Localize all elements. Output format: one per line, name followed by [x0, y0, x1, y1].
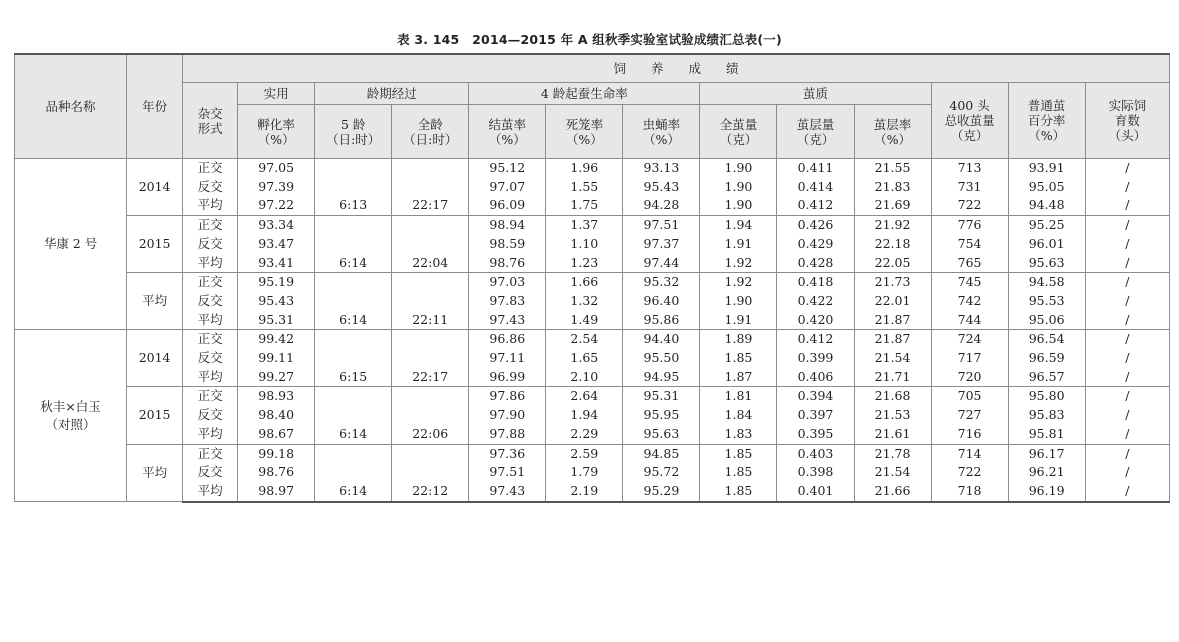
cell-instar-all: [392, 292, 469, 311]
cell-whole-cocoon: 1.85: [700, 463, 777, 482]
cell-whole-cocoon: 1.90: [700, 159, 777, 178]
cell-yield-400: 754: [931, 235, 1008, 254]
table-row: [15, 311, 1170, 330]
cell-actual-count: /: [1085, 216, 1169, 235]
variety-name-text: 华康 2 号: [43, 236, 98, 252]
cell-hatch-rate: 99.42: [238, 330, 315, 349]
cell-normal-rate: 96.54: [1008, 330, 1085, 349]
year-cell: 平均: [127, 273, 183, 330]
header-whole-cocoon: 全茧量 （克）: [700, 105, 777, 159]
cell-dead-rate: 1.23: [546, 254, 623, 273]
cell-actual-count: /: [1085, 311, 1169, 330]
cell-dead-rate: 1.65: [546, 349, 623, 368]
cell-shell-weight: 0.406: [777, 368, 854, 387]
cell-whole-cocoon: 1.91: [700, 235, 777, 254]
cell-normal-rate: 96.59: [1008, 349, 1085, 368]
cell-mating-type: 正交: [183, 387, 238, 406]
cell-instar-all: 22:06: [392, 425, 469, 444]
cell-cocoon-rate: 97.86: [469, 387, 546, 406]
cell-instar-all: [392, 349, 469, 368]
header-feeding-results: 饲 养 成 绩: [183, 54, 1170, 83]
cell-dead-rate: 1.32: [546, 292, 623, 311]
cell-instar-all: 22:17: [392, 368, 469, 387]
cell-instar5: 6:14: [315, 311, 392, 330]
variety-note-text: （对照）: [45, 416, 96, 432]
cell-mating-type: 平均: [183, 196, 238, 215]
cell-instar5: [315, 387, 392, 406]
variety-name: [15, 330, 127, 502]
cell-shell-weight: 0.422: [777, 292, 854, 311]
cell-instar-all: [392, 178, 469, 197]
cell-dead-rate: 1.94: [546, 406, 623, 425]
cell-hatch-rate: 97.39: [238, 178, 315, 197]
cell-instar5: [315, 463, 392, 482]
cell-pupa-rate: 93.13: [623, 159, 700, 178]
cell-cocoon-rate: 96.99: [469, 368, 546, 387]
cell-shell-rate: 22.05: [854, 254, 931, 273]
table-row: [15, 292, 1170, 311]
cell-instar-all: [392, 273, 469, 292]
cell-normal-rate: 95.80: [1008, 387, 1085, 406]
cell-mating-type: 正交: [183, 273, 238, 292]
cell-normal-rate: 95.63: [1008, 254, 1085, 273]
cell-cocoon-rate: 96.09: [469, 196, 546, 215]
cell-whole-cocoon: 1.90: [700, 196, 777, 215]
cell-actual-count: /: [1085, 406, 1169, 425]
cell-yield-400: 705: [931, 387, 1008, 406]
cell-mating-type: 平均: [183, 311, 238, 330]
cell-hatch-rate: 98.67: [238, 425, 315, 444]
cell-mating-type: 平均: [183, 482, 238, 502]
cell-pupa-rate: 95.31: [623, 387, 700, 406]
cell-yield-400: 713: [931, 159, 1008, 178]
cell-shell-weight: 0.399: [777, 349, 854, 368]
cell-actual-count: /: [1085, 254, 1169, 273]
table-row: [15, 425, 1170, 444]
table-row: [15, 482, 1170, 502]
cell-mating-type: 平均: [183, 368, 238, 387]
table-row: [15, 235, 1170, 254]
cell-actual-count: /: [1085, 444, 1169, 463]
cell-instar-all: [392, 159, 469, 178]
cell-whole-cocoon: 1.91: [700, 311, 777, 330]
cell-instar5: [315, 330, 392, 349]
cell-cocoon-rate: 97.88: [469, 425, 546, 444]
cell-whole-cocoon: 1.84: [700, 406, 777, 425]
cell-pupa-rate: 95.32: [623, 273, 700, 292]
variety-name-text: 秋丰×白玉: [40, 398, 101, 414]
cell-dead-rate: 1.37: [546, 216, 623, 235]
cell-instar5: 6:14: [315, 482, 392, 502]
cell-cocoon-rate: 97.51: [469, 463, 546, 482]
header-instar5: 5 龄 （日:时）: [315, 105, 392, 159]
header-variety: 品种名称: [15, 54, 127, 159]
cell-instar-all: 22:12: [392, 482, 469, 502]
cell-normal-rate: 96.21: [1008, 463, 1085, 482]
cell-yield-400: 722: [931, 196, 1008, 215]
cell-shell-rate: 21.55: [854, 159, 931, 178]
cell-instar-all: [392, 216, 469, 235]
cell-normal-rate: 94.58: [1008, 273, 1085, 292]
cell-dead-rate: 1.96: [546, 159, 623, 178]
cell-actual-count: /: [1085, 330, 1169, 349]
cell-actual-count: /: [1085, 196, 1169, 215]
header-shell-weight: 茧层量 （克）: [777, 105, 854, 159]
cell-hatch-rate: 98.93: [238, 387, 315, 406]
cell-pupa-rate: 94.28: [623, 196, 700, 215]
cell-whole-cocoon: 1.85: [700, 482, 777, 502]
cell-pupa-rate: 95.43: [623, 178, 700, 197]
cell-instar5: 6:13: [315, 196, 392, 215]
header-yield-400: 400 头 总收茧量 （克）: [931, 83, 1008, 159]
header-cocoon-rate: 结茧率 （%）: [469, 105, 546, 159]
cell-hatch-rate: 95.43: [238, 292, 315, 311]
cell-mating-type: 平均: [183, 254, 238, 273]
table-row: [15, 273, 1170, 292]
cell-hatch-rate: 99.18: [238, 444, 315, 463]
cell-pupa-rate: 95.50: [623, 349, 700, 368]
cell-cocoon-rate: 97.43: [469, 311, 546, 330]
cell-normal-rate: 96.01: [1008, 235, 1085, 254]
cell-cocoon-rate: 97.90: [469, 406, 546, 425]
cell-instar5: [315, 273, 392, 292]
cell-instar5: [315, 159, 392, 178]
cell-dead-rate: 1.66: [546, 273, 623, 292]
cell-normal-rate: 96.19: [1008, 482, 1085, 502]
table-row: [15, 368, 1170, 387]
cell-shell-rate: 21.68: [854, 387, 931, 406]
table-row: [15, 387, 1170, 406]
cell-mating-type: 反交: [183, 406, 238, 425]
cell-shell-rate: 21.92: [854, 216, 931, 235]
table-row: [15, 196, 1170, 215]
cell-hatch-rate: 93.47: [238, 235, 315, 254]
cell-yield-400: 722: [931, 463, 1008, 482]
cell-yield-400: 742: [931, 292, 1008, 311]
cell-cocoon-rate: 97.03: [469, 273, 546, 292]
cell-dead-rate: 1.10: [546, 235, 623, 254]
cell-actual-count: /: [1085, 349, 1169, 368]
cell-cocoon-rate: 98.59: [469, 235, 546, 254]
cell-instar5: [315, 216, 392, 235]
cell-pupa-rate: 95.29: [623, 482, 700, 502]
cell-dead-rate: 2.59: [546, 444, 623, 463]
cell-shell-weight: 0.411: [777, 159, 854, 178]
cell-shell-weight: 0.398: [777, 463, 854, 482]
cell-cocoon-rate: 97.43: [469, 482, 546, 502]
cell-cocoon-rate: 97.36: [469, 444, 546, 463]
cell-dead-rate: 2.54: [546, 330, 623, 349]
cell-actual-count: /: [1085, 178, 1169, 197]
cell-shell-rate: 21.54: [854, 349, 931, 368]
cell-pupa-rate: 95.63: [623, 425, 700, 444]
cell-instar-all: [392, 406, 469, 425]
cell-shell-rate: 21.54: [854, 463, 931, 482]
cell-mating-type: 正交: [183, 159, 238, 178]
cell-dead-rate: 1.55: [546, 178, 623, 197]
cell-whole-cocoon: 1.85: [700, 349, 777, 368]
header-practical: 实用: [238, 83, 315, 105]
cell-dead-rate: 1.49: [546, 311, 623, 330]
cell-yield-400: 718: [931, 482, 1008, 502]
cell-instar5: 6:14: [315, 425, 392, 444]
cell-whole-cocoon: 1.81: [700, 387, 777, 406]
cell-actual-count: /: [1085, 159, 1169, 178]
cell-yield-400: 744: [931, 311, 1008, 330]
cell-cocoon-rate: 98.94: [469, 216, 546, 235]
year-cell: 2014: [127, 159, 183, 216]
cell-whole-cocoon: 1.90: [700, 178, 777, 197]
cell-yield-400: 745: [931, 273, 1008, 292]
cell-yield-400: 727: [931, 406, 1008, 425]
cell-normal-rate: 95.06: [1008, 311, 1085, 330]
cell-shell-rate: 21.83: [854, 178, 931, 197]
cell-shell-rate: 21.78: [854, 444, 931, 463]
header-dead-rate: 死笼率 （%）: [546, 105, 623, 159]
cell-pupa-rate: 94.95: [623, 368, 700, 387]
cell-dead-rate: 2.64: [546, 387, 623, 406]
cell-hatch-rate: 98.40: [238, 406, 315, 425]
cell-actual-count: /: [1085, 425, 1169, 444]
cell-instar-all: 22:04: [392, 254, 469, 273]
cell-mating-type: 平均: [183, 425, 238, 444]
cell-cocoon-rate: 97.11: [469, 349, 546, 368]
cell-mating-type: 正交: [183, 330, 238, 349]
cell-normal-rate: 95.25: [1008, 216, 1085, 235]
cell-whole-cocoon: 1.85: [700, 444, 777, 463]
table-row: [15, 406, 1170, 425]
cell-instar-all: 22:17: [392, 196, 469, 215]
cell-instar5: [315, 178, 392, 197]
cell-pupa-rate: 96.40: [623, 292, 700, 311]
year-cell: 平均: [127, 444, 183, 502]
cell-shell-weight: 0.428: [777, 254, 854, 273]
cell-instar-all: 22:11: [392, 311, 469, 330]
cell-pupa-rate: 95.95: [623, 406, 700, 425]
cell-yield-400: 717: [931, 349, 1008, 368]
cell-normal-rate: 96.17: [1008, 444, 1085, 463]
cell-mating-type: 反交: [183, 463, 238, 482]
cell-shell-weight: 0.426: [777, 216, 854, 235]
cell-hatch-rate: 95.31: [238, 311, 315, 330]
cell-shell-rate: 21.69: [854, 196, 931, 215]
cell-shell-weight: 0.394: [777, 387, 854, 406]
cell-shell-weight: 0.401: [777, 482, 854, 502]
cell-mating-type: 正交: [183, 444, 238, 463]
header-shell-rate: 茧层率 （%）: [854, 105, 931, 159]
cell-hatch-rate: 97.22: [238, 196, 315, 215]
cell-normal-rate: 95.53: [1008, 292, 1085, 311]
header-instar-all: 全龄 （日:时）: [392, 105, 469, 159]
cell-shell-rate: 21.73: [854, 273, 931, 292]
cell-actual-count: /: [1085, 463, 1169, 482]
cell-dead-rate: 2.10: [546, 368, 623, 387]
cell-shell-rate: 21.61: [854, 425, 931, 444]
cell-shell-weight: 0.429: [777, 235, 854, 254]
cell-shell-weight: 0.397: [777, 406, 854, 425]
cell-shell-weight: 0.412: [777, 330, 854, 349]
cell-shell-rate: 21.87: [854, 311, 931, 330]
cell-normal-rate: 93.91: [1008, 159, 1085, 178]
header-instar-duration: 龄期经过: [315, 83, 469, 105]
cell-hatch-rate: 97.05: [238, 159, 315, 178]
cell-yield-400: 714: [931, 444, 1008, 463]
cell-cocoon-rate: 98.76: [469, 254, 546, 273]
year-cell: 2015: [127, 387, 183, 444]
cell-yield-400: 724: [931, 330, 1008, 349]
cell-dead-rate: 1.79: [546, 463, 623, 482]
cell-hatch-rate: 93.34: [238, 216, 315, 235]
cell-instar-all: [392, 235, 469, 254]
cell-dead-rate: 2.19: [546, 482, 623, 502]
cell-pupa-rate: 97.51: [623, 216, 700, 235]
cell-mating-type: 反交: [183, 292, 238, 311]
table-row: [15, 216, 1170, 235]
cell-shell-rate: 22.01: [854, 292, 931, 311]
cell-instar5: 6:15: [315, 368, 392, 387]
cell-shell-weight: 0.412: [777, 196, 854, 215]
cell-normal-rate: 95.81: [1008, 425, 1085, 444]
cell-actual-count: /: [1085, 368, 1169, 387]
cell-shell-rate: 21.71: [854, 368, 931, 387]
table-row: [15, 254, 1170, 273]
cell-normal-rate: 95.05: [1008, 178, 1085, 197]
cell-hatch-rate: 98.76: [238, 463, 315, 482]
results-table: [14, 53, 1170, 503]
cell-whole-cocoon: 1.92: [700, 273, 777, 292]
cell-pupa-rate: 94.40: [623, 330, 700, 349]
header-life-rate: 4 龄起蚕生命率: [469, 83, 700, 105]
cell-shell-rate: 21.53: [854, 406, 931, 425]
cell-hatch-rate: 99.11: [238, 349, 315, 368]
cell-instar5: [315, 292, 392, 311]
cell-shell-rate: 21.87: [854, 330, 931, 349]
variety-name: [15, 159, 127, 330]
cell-actual-count: /: [1085, 235, 1169, 254]
cell-hatch-rate: 93.41: [238, 254, 315, 273]
cell-mating-type: 反交: [183, 178, 238, 197]
cell-normal-rate: 94.48: [1008, 196, 1085, 215]
cell-pupa-rate: 95.72: [623, 463, 700, 482]
cell-actual-count: /: [1085, 273, 1169, 292]
cell-shell-weight: 0.395: [777, 425, 854, 444]
year-cell: 2015: [127, 216, 183, 273]
cell-instar-all: [392, 463, 469, 482]
cell-instar5: [315, 444, 392, 463]
cell-actual-count: /: [1085, 482, 1169, 502]
cell-cocoon-rate: 97.83: [469, 292, 546, 311]
cell-pupa-rate: 94.85: [623, 444, 700, 463]
cell-hatch-rate: 99.27: [238, 368, 315, 387]
cell-whole-cocoon: 1.92: [700, 254, 777, 273]
header-year: 年份: [127, 54, 183, 159]
cell-shell-weight: 0.403: [777, 444, 854, 463]
cell-cocoon-rate: 96.86: [469, 330, 546, 349]
cell-mating-type: 反交: [183, 349, 238, 368]
cell-whole-cocoon: 1.94: [700, 216, 777, 235]
table-row: [15, 178, 1170, 197]
header-cocoon-quality: 茧质: [700, 83, 931, 105]
cell-yield-400: 776: [931, 216, 1008, 235]
cell-whole-cocoon: 1.89: [700, 330, 777, 349]
year-cell: 2014: [127, 330, 183, 387]
cell-pupa-rate: 97.44: [623, 254, 700, 273]
cell-dead-rate: 2.29: [546, 425, 623, 444]
cell-hatch-rate: 98.97: [238, 482, 315, 502]
cell-cocoon-rate: 97.07: [469, 178, 546, 197]
header-mating-type: 杂交 形式: [183, 83, 238, 159]
table-row: [15, 330, 1170, 349]
header-pupa-rate: 虫蛹率 （%）: [623, 105, 700, 159]
cell-instar5: [315, 406, 392, 425]
table-row: [15, 349, 1170, 368]
table-row: [15, 444, 1170, 463]
cell-pupa-rate: 95.86: [623, 311, 700, 330]
cell-instar5: [315, 349, 392, 368]
cell-actual-count: /: [1085, 387, 1169, 406]
cell-normal-rate: 96.57: [1008, 368, 1085, 387]
header-actual-count: 实际饲 育数 （头）: [1085, 83, 1169, 159]
cell-instar-all: [392, 330, 469, 349]
cell-whole-cocoon: 1.90: [700, 292, 777, 311]
cell-yield-400: 716: [931, 425, 1008, 444]
cell-shell-weight: 0.414: [777, 178, 854, 197]
cell-instar5: 6:14: [315, 254, 392, 273]
header-normal-rate: 普通茧 百分率 （%）: [1008, 83, 1085, 159]
cell-yield-400: 720: [931, 368, 1008, 387]
table-row: [15, 463, 1170, 482]
cell-instar-all: [392, 387, 469, 406]
cell-shell-rate: 21.66: [854, 482, 931, 502]
cell-mating-type: 反交: [183, 235, 238, 254]
cell-shell-rate: 22.18: [854, 235, 931, 254]
cell-shell-weight: 0.418: [777, 273, 854, 292]
cell-dead-rate: 1.75: [546, 196, 623, 215]
cell-whole-cocoon: 1.87: [700, 368, 777, 387]
cell-pupa-rate: 97.37: [623, 235, 700, 254]
cell-yield-400: 731: [931, 178, 1008, 197]
cell-cocoon-rate: 95.12: [469, 159, 546, 178]
cell-yield-400: 765: [931, 254, 1008, 273]
cell-mating-type: 正交: [183, 216, 238, 235]
cell-actual-count: /: [1085, 292, 1169, 311]
cell-hatch-rate: 95.19: [238, 273, 315, 292]
cell-whole-cocoon: 1.83: [700, 425, 777, 444]
header-hatch-rate: 孵化率 （%）: [238, 105, 315, 159]
table-row: [15, 159, 1170, 178]
table-title: 表 3. 145 2014—2015 年 A 组秋季实验室试验成绩汇总表(一): [397, 32, 782, 47]
cell-shell-weight: 0.420: [777, 311, 854, 330]
cell-normal-rate: 95.83: [1008, 406, 1085, 425]
cell-instar5: [315, 235, 392, 254]
cell-instar-all: [392, 444, 469, 463]
